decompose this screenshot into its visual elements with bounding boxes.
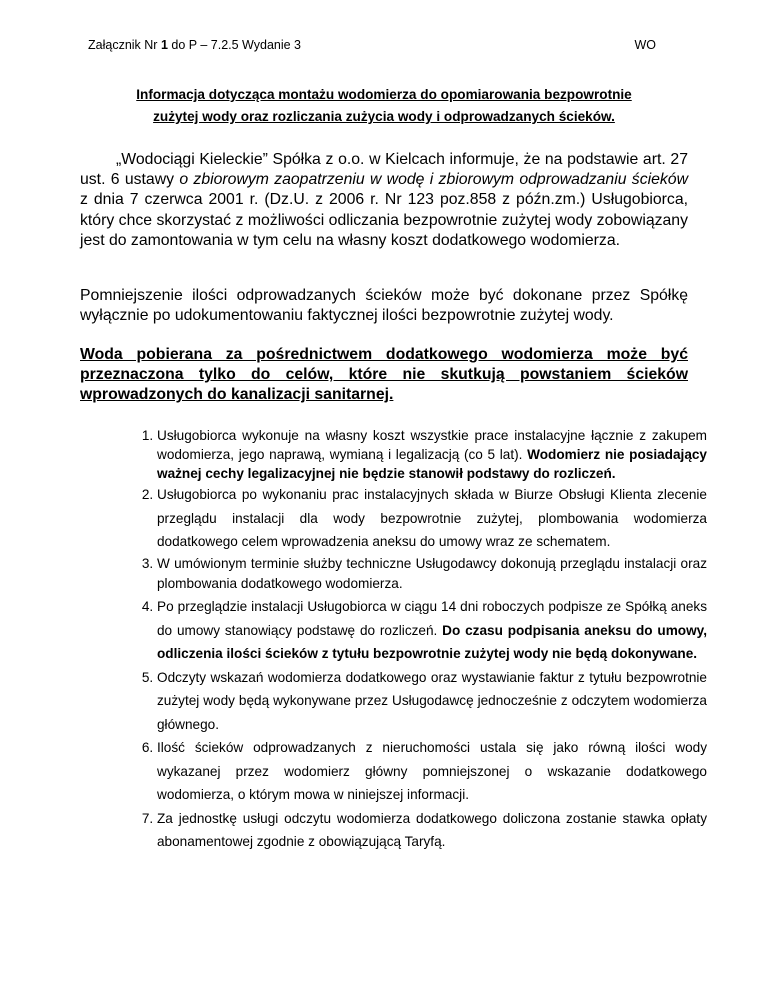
intro-act-title: o zbiorowym zaopatrzeniu w wodę i zbiorowym odprowadzaniu ścieków	[179, 171, 688, 189]
list-item: 2. Usługobiorca po wykonaniu prac instalacyjnych składa w Biurze Obsługi Klienta zlecenie przeglądu instalacji dla wody bezpowrotnie zużytej, plombowania wodomierza dodatkowego celem wprowadzenia aneksu do umowy wraz ze schematem.	[157, 483, 707, 554]
header-prefix: Załącznik Nr	[88, 38, 158, 52]
header-code: WO	[634, 38, 656, 52]
list-item: 6. Ilość ścieków odprowadzanych z nieruchomości ustala się jako równą ilości wody wykazanej przez wodomierz główny pomniejszonej o wskazanie dodatkowego wodomierza, o którym mowa w niniejszej informacji.	[157, 736, 707, 807]
procedure-list	[124, 426, 707, 854]
title-line-1: Informacja dotycząca montażu wodomierza do opomiarowania bezpowrotnie	[136, 87, 632, 102]
list-item: 5. Odczyty wskazań wodomierza dodatkowego oraz wystawianie faktur z tytułu bezpowrotnie zużytej wody będą wykonywane przez Usługodawcę jednocześnie z odczytem wodomierza głównego.	[157, 666, 707, 737]
intro-text-1: „Wodociągi Kieleckie” Spółka z o.o. w Kielcach informuje, że na podstawie art. 27 ust. 6 ustawy	[80, 151, 688, 189]
title-line-2: zużytej wody oraz rozliczania zużycia wody i odprowadzanych ścieków.	[153, 109, 615, 124]
intro-text-2: z dnia 7 czerwca 2001 r. (Dz.U. z 2006 r. Nr 123 poz.858 z późn.zm.) Usługobiorca, który chce skorzystać z możliwości odliczania bezpowrotnie zużytej wody zobowiązany jest do zamontowania w tym celu na własny koszt dodatkowego wodomierza.	[80, 191, 688, 249]
list-item: 1. Usługobiorca wykonuje na własny koszt wszystkie prace instalacyjne łącznie z zakupem wodomierza, jego naprawą, wymianą i legalizacją (co 5 lat). Wodomierz nie posiadający ważnej cechy legalizacyjnej nie będzie stanowił podstawy do rozliczeń.	[157, 426, 707, 483]
paragraph-warning: Woda pobierana za pośrednictwem dodatkowego wodomierza może być przeznaczona tylko do celów, które nie skutkują powstaniem ścieków wprowadzonych do kanalizacji sanitarnej.	[80, 346, 688, 404]
list-item: 7. Za jednostkę usługi odczytu wodomierza dodatkowego doliczona zostanie stawka opłaty abonamentowej zgodnie z obowiązującą Taryfą.	[157, 807, 707, 854]
list-item: 4. Po przeglądzie instalacji Usługobiorca w ciągu 14 dni roboczych podpisze ze Spółką aneks do umowy stanowiący podstawę do rozliczeń. Do czasu podpisania aneksu do umowy, odliczenia ilości ścieków z tytułu bezpowrotnie zużytej wody nie będą dokonywane.	[157, 595, 707, 666]
header-number: 1	[160, 38, 168, 52]
document-title	[100, 84, 668, 128]
paragraph-reduction: Pomniejszenie ilości odprowadzanych ścieków może być dokonane przez Spółkę wyłącznie po udokumentowaniu faktycznej ilości bezpowrotnie zużytej wody.	[80, 287, 688, 325]
header-attachment-ref	[88, 38, 301, 52]
list-item: 3. W umówionym terminie służby techniczne Usługodawcy dokonują przeglądu instalacji oraz plombowania dodatkowego wodomierza.	[157, 554, 707, 596]
header-suffix: do P – 7.2.5 Wydanie 3	[171, 38, 301, 52]
paragraph-intro	[80, 150, 688, 251]
